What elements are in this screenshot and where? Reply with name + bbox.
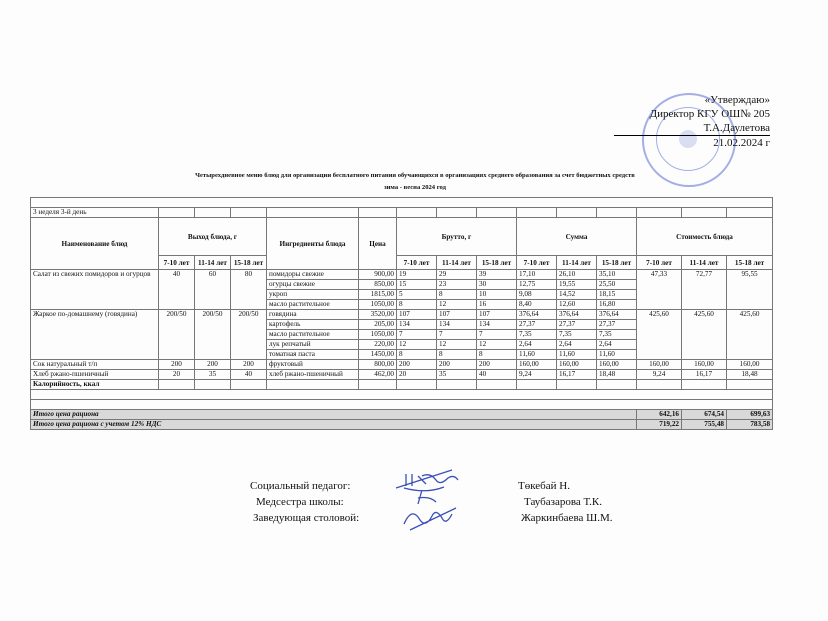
blank-cell — [31, 400, 773, 410]
blank-cell — [267, 380, 359, 390]
ingredient-gross: 200 — [397, 360, 437, 370]
header-sum: Сумма — [517, 218, 637, 256]
ingredient-sum: 18,48 — [597, 370, 637, 380]
total-value: 783,58 — [727, 420, 773, 430]
header-age: 15-18 лет — [477, 256, 517, 270]
ingredient-sum: 376,64 — [517, 310, 557, 320]
ingredient-gross: 19 — [397, 270, 437, 280]
dish-output: 200/50 — [231, 310, 267, 360]
ingredient-name: томатная паста — [267, 350, 359, 360]
blank-cell — [477, 380, 517, 390]
ingredient-name: фруктовый — [267, 360, 359, 370]
header-age: 11-14 лет — [437, 256, 477, 270]
ingredient-sum: 27,37 — [597, 320, 637, 330]
handwritten-signature-2 — [400, 484, 450, 506]
ingredient-name: масло растительное — [267, 300, 359, 310]
blank-cell — [437, 208, 477, 218]
ingredient-gross: 29 — [437, 270, 477, 280]
approval-line: 21.02.2024 г — [713, 137, 770, 149]
blank-cell — [477, 208, 517, 218]
blank-cell — [267, 208, 359, 218]
ingredient-sum: 9,24 — [517, 370, 557, 380]
dish-cost: 95,55 — [727, 270, 773, 310]
ingredient-price: 1050,00 — [359, 300, 397, 310]
table-row — [31, 270, 773, 280]
ingredient-gross: 8 — [437, 290, 477, 300]
blank-cell — [397, 380, 437, 390]
blank-cell — [231, 208, 267, 218]
header-dish: Наименование блюд — [31, 218, 159, 270]
ingredient-gross: 7 — [437, 330, 477, 340]
signature-name: Таубазарова Т.К. — [524, 496, 602, 508]
ingredient-sum: 12,60 — [557, 300, 597, 310]
header-age: 15-18 лет — [727, 256, 773, 270]
ingredient-sum: 11,60 — [517, 350, 557, 360]
dish-output: 200 — [195, 360, 231, 370]
dish-output: 200 — [231, 360, 267, 370]
ingredient-gross: 12 — [437, 300, 477, 310]
ingredient-name: лук репчатый — [267, 340, 359, 350]
ingredient-name: говядина — [267, 310, 359, 320]
ingredient-gross: 10 — [477, 290, 517, 300]
ingredient-price: 900,00 — [359, 270, 397, 280]
week-day-row — [31, 208, 773, 218]
dish-name: Сок натуральный т/п — [31, 360, 159, 370]
blank-cell — [195, 380, 231, 390]
ingredient-gross: 40 — [477, 370, 517, 380]
total-value: 699,63 — [727, 410, 773, 420]
dish-output: 40 — [159, 270, 195, 310]
ingredient-price: 462,00 — [359, 370, 397, 380]
header-age: 11-14 лет — [682, 256, 727, 270]
dish-output: 200/50 — [159, 310, 195, 360]
dish-name: Хлеб ржано-пшеничный — [31, 370, 159, 380]
approval-line: Т.А.Даулетова — [614, 121, 770, 136]
total-value: 642,16 — [637, 410, 682, 420]
signature-name: Жаркинбаева Ш.М. — [521, 512, 613, 524]
header-cost: Стоимость блюда — [637, 218, 773, 256]
ingredient-gross: 8 — [397, 350, 437, 360]
total-value: 674,54 — [682, 410, 727, 420]
ingredient-name: масло растительное — [267, 330, 359, 340]
ingredient-price: 1815,00 — [359, 290, 397, 300]
blank-cell — [597, 208, 637, 218]
ingredient-gross: 200 — [437, 360, 477, 370]
ingredient-gross: 8 — [437, 350, 477, 360]
header-output: Выход блюда, г — [159, 218, 267, 256]
ingredient-price: 205,00 — [359, 320, 397, 330]
ingredient-gross: 134 — [397, 320, 437, 330]
header-age: 11-14 лет — [557, 256, 597, 270]
ingredient-sum: 11,60 — [597, 350, 637, 360]
blank-cell — [682, 380, 727, 390]
signature-name: Төкебай Н. — [518, 480, 570, 492]
header-age: 7-10 лет — [637, 256, 682, 270]
blank-cell — [597, 380, 637, 390]
ingredient-gross: 16 — [477, 300, 517, 310]
menu-subtitle: зима - весна 2024 год — [383, 184, 447, 191]
ingredient-sum: 9,08 — [517, 290, 557, 300]
dish-cost: 160,00 — [727, 360, 773, 370]
ingredient-gross: 107 — [477, 310, 517, 320]
blank-cell — [359, 208, 397, 218]
ingredient-sum: 160,00 — [597, 360, 637, 370]
ingredient-gross: 35 — [437, 370, 477, 380]
blank-cell — [637, 208, 682, 218]
header-age: 7-10 лет — [517, 256, 557, 270]
dish-cost: 425,60 — [682, 310, 727, 360]
approval-line: «Утверждаю» — [704, 94, 770, 106]
header-ingredients: Ингредиенты блюда — [267, 218, 359, 270]
dish-name: Салат из свежих помидоров и огурцов — [31, 270, 159, 310]
blank-cell — [231, 380, 267, 390]
ingredient-gross: 5 — [397, 290, 437, 300]
ingredient-sum: 160,00 — [557, 360, 597, 370]
blank-cell — [557, 208, 597, 218]
ingredient-sum: 376,64 — [557, 310, 597, 320]
ingredient-gross: 30 — [477, 280, 517, 290]
ingredient-sum: 7,35 — [597, 330, 637, 340]
table-row — [31, 370, 773, 380]
total-label: Итого цена рациона с учетом 12% НДС — [31, 420, 637, 430]
header-age: 15-18 лет — [597, 256, 637, 270]
dish-output: 35 — [195, 370, 231, 380]
ingredient-sum: 27,37 — [557, 320, 597, 330]
ingredient-gross: 107 — [397, 310, 437, 320]
signature-role: Медсестра школы: — [256, 496, 344, 508]
ingredient-price: 1450,00 — [359, 350, 397, 360]
ingredient-name: укроп — [267, 290, 359, 300]
blank-cell — [195, 208, 231, 218]
dish-output: 60 — [195, 270, 231, 310]
dish-output: 80 — [231, 270, 267, 310]
blank-row — [31, 390, 773, 400]
blank-cell — [637, 380, 682, 390]
ingredient-gross: 12 — [437, 340, 477, 350]
ingredient-gross: 7 — [477, 330, 517, 340]
ingredient-price: 3520,00 — [359, 310, 397, 320]
table-row — [31, 360, 773, 370]
ingredient-sum: 16,80 — [597, 300, 637, 310]
ingredient-price: 850,00 — [359, 280, 397, 290]
blank-cell — [31, 390, 773, 400]
dish-cost: 425,60 — [727, 310, 773, 360]
approval-block — [614, 93, 770, 150]
blank-cell — [397, 208, 437, 218]
header-price: Цена — [359, 218, 397, 270]
ingredient-sum: 2,64 — [557, 340, 597, 350]
blank-cell — [517, 380, 557, 390]
total-row — [31, 410, 773, 420]
table-row — [31, 310, 773, 320]
ingredient-sum: 11,60 — [557, 350, 597, 360]
blank-cell — [359, 380, 397, 390]
ingredient-sum: 160,00 — [517, 360, 557, 370]
dish-cost: 47,33 — [637, 270, 682, 310]
ingredient-sum: 7,35 — [517, 330, 557, 340]
approval-line: Директор КГУ ОШ№ 205 — [649, 108, 770, 120]
dish-name: Жаркое по-домашнему (говядина) — [31, 310, 159, 360]
header-age: 7-10 лет — [397, 256, 437, 270]
dish-output: 20 — [159, 370, 195, 380]
ingredient-sum: 19,55 — [557, 280, 597, 290]
dish-cost: 16,17 — [682, 370, 727, 380]
ingredient-gross: 20 — [397, 370, 437, 380]
ingredient-sum: 18,15 — [597, 290, 637, 300]
ingredient-name: огурцы свежие — [267, 280, 359, 290]
blank-cell — [159, 208, 195, 218]
ingredient-gross: 39 — [477, 270, 517, 280]
ingredient-gross: 12 — [397, 340, 437, 350]
header-age: 15-18 лет — [231, 256, 267, 270]
ingredient-sum: 12,75 — [517, 280, 557, 290]
dish-cost: 160,00 — [682, 360, 727, 370]
ingredient-price: 1050,00 — [359, 330, 397, 340]
ingredient-gross: 200 — [477, 360, 517, 370]
blank-cell — [517, 208, 557, 218]
ingredient-price: 800,00 — [359, 360, 397, 370]
total-row — [31, 420, 773, 430]
total-value: 755,48 — [682, 420, 727, 430]
signature-role: Социальный педагог: — [250, 480, 351, 492]
ingredient-name: хлеб ржано-пшеничный — [267, 370, 359, 380]
header-row — [31, 218, 773, 256]
ingredient-sum: 26,10 — [557, 270, 597, 280]
blank-cell — [159, 380, 195, 390]
menu-table — [30, 197, 773, 430]
dish-output: 200/50 — [195, 310, 231, 360]
blank-cell — [682, 208, 727, 218]
ingredient-sum: 25,50 — [597, 280, 637, 290]
blank-cell — [31, 198, 773, 208]
ingredient-gross: 23 — [437, 280, 477, 290]
ingredient-price: 220,00 — [359, 340, 397, 350]
ingredient-sum: 8,40 — [517, 300, 557, 310]
ingredient-sum: 35,10 — [597, 270, 637, 280]
calories-label: Калорийность, ккал — [31, 380, 159, 390]
total-value: 719,22 — [637, 420, 682, 430]
ingredient-sum: 376,64 — [597, 310, 637, 320]
total-label: Итого цена рациона — [31, 410, 637, 420]
ingredient-sum: 14,52 — [557, 290, 597, 300]
ingredient-sum: 7,35 — [557, 330, 597, 340]
blank-cell — [557, 380, 597, 390]
menu-title: Четырехдневное меню блюд для организации бесплатного питания обучающихся в организациях среднего образования за счет бюджетных средств — [195, 172, 635, 179]
ingredient-sum: 16,17 — [557, 370, 597, 380]
dish-cost: 18,48 — [727, 370, 773, 380]
ingredient-name: картофель — [267, 320, 359, 330]
header-age: 11-14 лет — [195, 256, 231, 270]
ingredient-sum: 2,64 — [517, 340, 557, 350]
ingredient-gross: 107 — [437, 310, 477, 320]
ingredient-gross: 134 — [437, 320, 477, 330]
ingredient-sum: 27,37 — [517, 320, 557, 330]
header-age: 7-10 лет — [159, 256, 195, 270]
ingredient-gross: 8 — [397, 300, 437, 310]
ingredient-gross: 7 — [397, 330, 437, 340]
handwritten-signature-3 — [400, 504, 460, 532]
blank-cell — [437, 380, 477, 390]
header-gross: Брутто, г — [397, 218, 517, 256]
blank-cell — [727, 380, 773, 390]
ingredient-gross: 15 — [397, 280, 437, 290]
dish-output: 200 — [159, 360, 195, 370]
ingredient-gross: 12 — [477, 340, 517, 350]
dish-cost: 160,00 — [637, 360, 682, 370]
ingredient-gross: 134 — [477, 320, 517, 330]
ingredient-name: помидоры свежие — [267, 270, 359, 280]
dish-cost: 72,77 — [682, 270, 727, 310]
ingredient-sum: 17,10 — [517, 270, 557, 280]
blank-row — [31, 400, 773, 410]
signature-role: Заведующая столовой: — [253, 512, 360, 524]
dish-cost: 9,24 — [637, 370, 682, 380]
blank-cell — [727, 208, 773, 218]
blank-row — [31, 198, 773, 208]
ingredient-sum: 2,64 — [597, 340, 637, 350]
dish-output: 40 — [231, 370, 267, 380]
dish-cost: 425,60 — [637, 310, 682, 360]
ingredient-gross: 8 — [477, 350, 517, 360]
calories-row — [31, 380, 773, 390]
week-day-cell: 3 неделя 3-й день — [31, 208, 159, 218]
